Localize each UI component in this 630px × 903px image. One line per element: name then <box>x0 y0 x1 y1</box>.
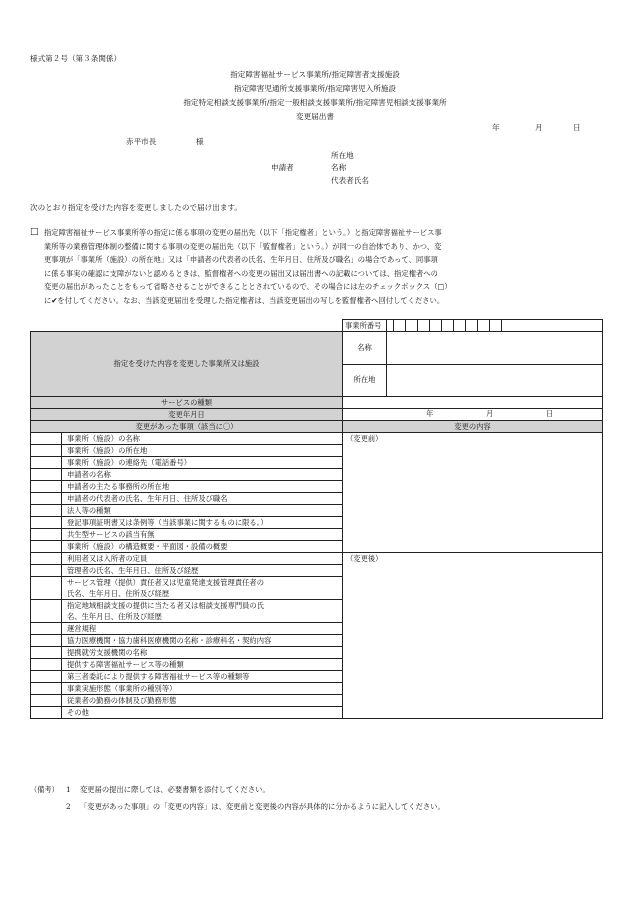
change-date-year: 年 <box>426 409 434 418</box>
office-number-label: 事業所番号 <box>343 320 387 332</box>
facility-address-field[interactable] <box>387 364 603 397</box>
changed-item-label: 法人等の種類 <box>67 506 111 515</box>
item-mark-cell[interactable] <box>31 529 62 540</box>
changed-item-label: 第三者委託により提供する障害福祉サービス等の種類等 <box>67 672 250 681</box>
item-mark-cell[interactable] <box>31 635 62 646</box>
changed-item[interactable] <box>31 433 343 445</box>
changed-item[interactable] <box>31 481 343 493</box>
change-before-label: （変更前） <box>346 434 383 443</box>
changed-items-header: 変更があった事項（該当に〇） <box>31 421 343 433</box>
changed-item-label: 申請者の主たる事務所の所在地 <box>67 482 170 491</box>
date-year: 年 <box>492 123 500 132</box>
changed-item[interactable] <box>31 445 343 457</box>
changed-item-label: 事業所（施設）の構造概要・平面図・設備の概要 <box>67 542 228 551</box>
item-mark-cell[interactable] <box>31 433 62 444</box>
change-date-label: 変更年月日 <box>31 409 343 421</box>
item-mark-cell[interactable] <box>31 577 62 599</box>
office-number-digits[interactable] <box>387 320 603 332</box>
service-type-label: サービスの種類 <box>31 397 343 409</box>
remarks-label: （備考） <box>30 785 59 794</box>
changed-item[interactable] <box>31 493 343 505</box>
changed-item-label: 管理者の氏名、生年月日、住所及び経歴 <box>67 566 199 575</box>
item-mark-cell[interactable] <box>31 683 62 694</box>
item-mark-cell[interactable] <box>31 517 62 528</box>
changed-item[interactable] <box>31 457 343 469</box>
addressee-name: 赤平市長 <box>126 137 157 146</box>
facility-address-label: 所在地 <box>343 364 387 397</box>
changed-item-label: 事業所（施設）の連絡先（電話番号） <box>67 458 192 467</box>
changed-item[interactable] <box>31 695 343 707</box>
intro-text: 次のとおり指定を受けた内容を変更しましたので届け出ます。 <box>30 203 243 212</box>
item-mark-cell[interactable] <box>31 445 62 456</box>
changed-item[interactable] <box>31 647 343 659</box>
changed-item[interactable] <box>31 635 343 647</box>
changed-item-label: 申請者の代表者の氏名、生年月日、住所及び職名 <box>67 494 228 503</box>
changed-item[interactable] <box>31 565 343 577</box>
remark-2-number: 2 <box>66 802 71 811</box>
change-date-day: 日 <box>546 409 554 418</box>
change-after-field[interactable] <box>343 553 603 719</box>
remark-2-text: 「変更があった事項」の「変更の内容」は、変更前と変更後の内容が具体的に分かるように記入してください。 <box>80 802 445 811</box>
change-form-table <box>30 319 603 719</box>
applicant-name-label: 名称 <box>331 163 347 172</box>
item-mark-cell[interactable] <box>31 505 62 516</box>
changed-item[interactable] <box>31 469 343 481</box>
applicant-representative-label: 代表者氏名 <box>331 176 369 185</box>
change-date-month: 月 <box>486 409 494 418</box>
changed-item-label: 利用者又は入所者の定員 <box>67 554 148 563</box>
item-mark-cell[interactable] <box>31 647 62 658</box>
changed-item[interactable] <box>31 553 343 565</box>
changed-item[interactable] <box>31 600 343 623</box>
notice-line-2: 業所等の業務管理体制の整備に関する事項の変更の届出先（以下「監督権者」という。）が同一の自治体であり、かつ、変 <box>44 241 442 251</box>
changed-item-label: 指定地域相談支援の提供に当たる者又は相談支援専門員の氏 <box>67 601 265 610</box>
changed-item-label: 事業所（施設）の名称 <box>67 434 140 443</box>
changed-item[interactable] <box>31 577 343 600</box>
changed-item-label: 提携就労支援機関の名称 <box>67 648 148 657</box>
changed-item-label: 名、生年月日、住所及び経歴 <box>67 612 162 621</box>
addressee-honorific: 様 <box>196 137 204 146</box>
notice-paragraph <box>30 226 600 308</box>
item-mark-cell[interactable] <box>31 469 62 480</box>
item-mark-cell[interactable] <box>31 541 62 552</box>
notice-line-3: 更事項が「事業所（施設）の所在地」又は「申請者の代表者の氏名、生年月日、住所及び職名」の場合であって、同事項 <box>44 255 438 265</box>
changed-item-label: サービス管理（提供）責任者又は児童発達支援管理責任者の <box>67 578 265 587</box>
item-mark-cell[interactable] <box>31 695 62 706</box>
changed-item[interactable] <box>31 517 343 529</box>
remark-1-number: 1 <box>66 785 71 794</box>
table-row <box>31 553 603 565</box>
changed-item[interactable] <box>31 623 343 635</box>
notice-line-6: に✔を付してください。なお、当該変更届出を受理した指定権者は、当該変更届出の写しを監督権者へ回付してください。 <box>44 295 445 305</box>
item-mark-cell[interactable] <box>31 457 62 468</box>
date-day: 日 <box>573 123 581 132</box>
table-row <box>31 433 603 445</box>
change-after-label: （変更後） <box>346 554 383 563</box>
changed-item[interactable] <box>31 505 343 517</box>
date-month: 月 <box>535 123 543 132</box>
checkbox-icon[interactable]: □ <box>30 227 39 237</box>
item-mark-cell[interactable] <box>31 553 62 564</box>
changed-item[interactable] <box>31 671 343 683</box>
changed-item-label: その他 <box>67 708 89 717</box>
changed-item-label: 共生型サービスの該当有無 <box>67 530 155 539</box>
notice-line-4: に係る事実の確認に支障がないと認めるときは、監督権者への変更の届出又は届出書への記載については、指定権者への <box>44 268 438 278</box>
changed-item[interactable] <box>31 659 343 671</box>
changed-item[interactable] <box>31 541 343 553</box>
item-mark-cell[interactable] <box>31 623 62 634</box>
applicant-address-label: 所在地 <box>331 151 354 160</box>
facility-name-label: 名称 <box>343 332 387 365</box>
item-mark-cell[interactable] <box>31 707 62 718</box>
document-title: 変更届出書 <box>296 112 334 121</box>
changed-item-label: 事業所（施設）の所在地 <box>67 446 148 455</box>
form-number: 様式第２号（第３条関係） <box>30 54 122 63</box>
change-date-field[interactable] <box>343 409 603 421</box>
title-line-3: 指定特定相談支援事業所/指定一般相談支援事業所/指定障害児相談支援事業所 <box>183 98 447 107</box>
title-line-2: 指定障害児通所支援事業所/指定障害児入所施設 <box>233 84 397 93</box>
changed-item[interactable] <box>31 683 343 695</box>
item-mark-cell[interactable] <box>31 493 62 504</box>
changed-item-label: 登記事項証明書又は条例等（当該事業に関するものに限る。） <box>67 518 268 527</box>
item-mark-cell[interactable] <box>31 659 62 670</box>
applicant-label: 申請者 <box>271 163 294 172</box>
changed-item-label: 従業者の勤務の体制及び勤務形態 <box>67 696 177 705</box>
item-mark-cell[interactable] <box>31 565 62 576</box>
changed-item[interactable] <box>31 707 343 719</box>
service-type-field[interactable] <box>343 397 603 409</box>
facility-label: 指定を受けた内容を変更した事業所又は施設 <box>31 332 343 397</box>
changed-item-label: 運営規程 <box>67 624 97 633</box>
changed-item-label: 申請者の名称 <box>67 470 111 479</box>
changed-item-label: 協力医療機関・協力歯科医療機関の名称・診療科名・契約内容 <box>67 636 272 645</box>
remark-1-text: 変更届の提出に際しては、必要書類を添付してください。 <box>80 785 270 794</box>
change-content-header: 変更の内容 <box>343 421 603 433</box>
notice-line-5: 変更の届出があったことをもって省略させることができることとされているので、その場合には左のチェックボックス（□） <box>44 282 452 292</box>
changed-item[interactable] <box>31 529 343 541</box>
changed-item-label: 提供する障害福祉サービス等の種類 <box>67 660 184 669</box>
item-mark-cell[interactable] <box>31 600 62 622</box>
item-mark-cell[interactable] <box>31 481 62 492</box>
changed-item-label: 事業実施形態（事業所の種別等） <box>67 684 177 693</box>
change-before-field[interactable] <box>343 433 603 553</box>
changed-item-label: 氏名、生年月日、住所及び経歴 <box>67 589 170 598</box>
notice-line-1: 指定障害福祉サービス事業所等の指定に係る事項の変更の届出先（以下「指定権者」という。）と指定障害福祉サービス事 <box>44 228 442 237</box>
item-mark-cell[interactable] <box>31 671 62 682</box>
facility-name-field[interactable] <box>387 332 603 365</box>
title-line-1: 指定障害福祉サービス事業所/指定障害者支援施設 <box>230 70 400 79</box>
